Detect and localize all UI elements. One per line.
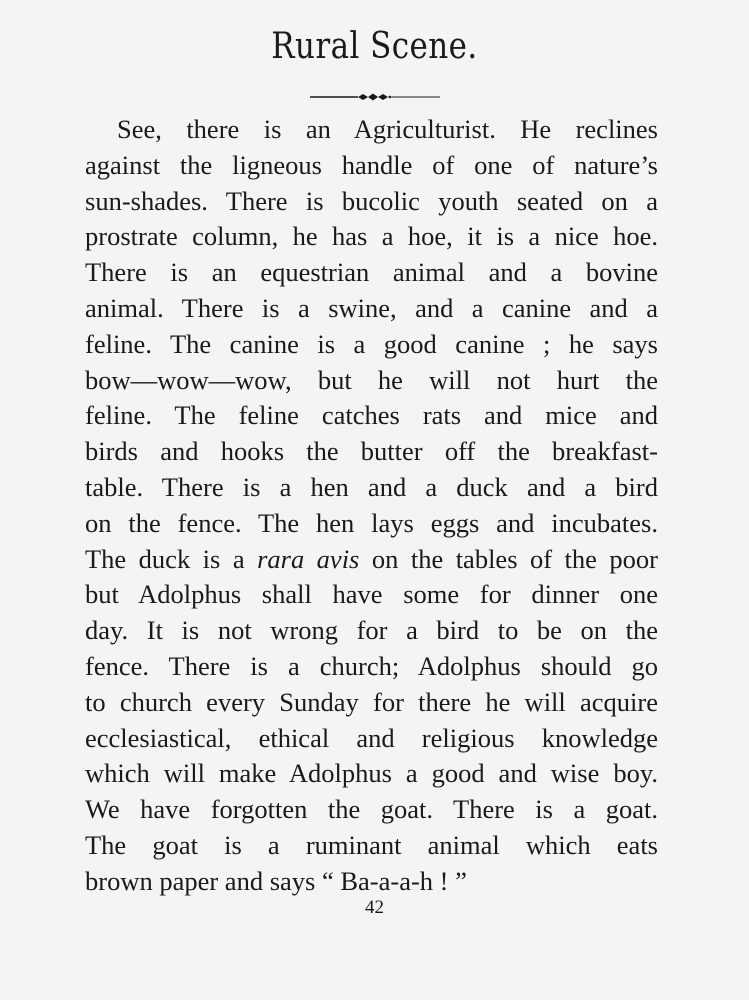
- body-paragraph: [85, 112, 658, 900]
- text-line: bow—wow—wow, but he will not hurt the: [85, 364, 658, 395]
- text-line: but Adolphus shall have some for dinner one: [85, 579, 658, 610]
- text-line: See, there is an Agriculturist. He reclines: [117, 114, 658, 144]
- text-line: feline. The feline catches rats and mice and: [85, 400, 658, 431]
- text-line: birds and hooks the butter off the breakfast-: [85, 436, 658, 467]
- text-line-with-italic: [85, 542, 658, 578]
- italic-phrase: rara avis: [257, 543, 360, 574]
- text-line: The goat is a ruminant animal which eats: [85, 829, 658, 860]
- text-line: day. It is not wrong for a bird to be on the: [85, 615, 658, 646]
- text-line: animal. There is a swine, and a canine and a: [85, 292, 658, 323]
- text-line: fence. There is a church; Adolphus should go: [85, 650, 658, 681]
- text-line: ecclesiastical, ethical and religious knowledge: [85, 722, 658, 753]
- text-line: to church every Sunday for there he will acquire: [85, 686, 658, 717]
- text-line: prostrate column, he has a hoe, it is a nice hoe.: [85, 221, 658, 252]
- text-line: brown paper and says “ Ba-a-a-h ! ”: [85, 865, 467, 896]
- text-line: feline. The canine is a good canine ; he says: [85, 328, 658, 359]
- text-segment: The duck is a: [85, 543, 258, 574]
- text-line: on the fence. The hen lays eggs and incubates.: [85, 507, 658, 538]
- page-title: Rural Scene.: [271, 26, 478, 67]
- ornamental-divider-icon: [310, 92, 440, 102]
- text-segment: on the tables of the poor: [359, 543, 658, 574]
- text-line: sun-shades. There is bucolic youth seated on a: [85, 185, 658, 216]
- text-line: against the ligneous handle of one of nature’s: [85, 149, 658, 180]
- text-line: table. There is a hen and a duck and a bird: [85, 471, 658, 502]
- text-line: We have forgotten the goat. There is a goat.: [85, 794, 658, 825]
- page-number: 42: [365, 897, 384, 918]
- text-line: There is an equestrian animal and a bovine: [85, 257, 658, 288]
- text-line: which will make Adolphus a good and wise boy.: [85, 758, 658, 789]
